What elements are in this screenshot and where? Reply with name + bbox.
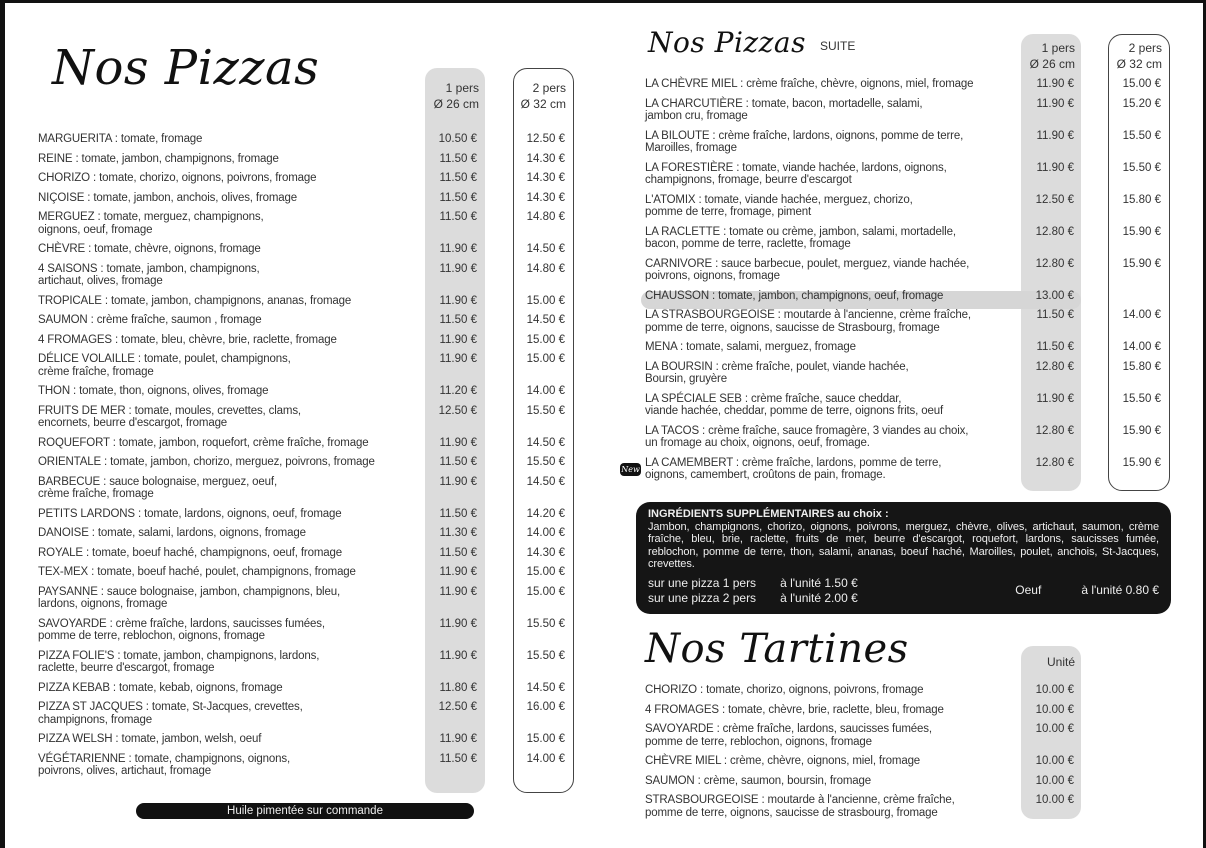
price-2: 15.50 €: [1122, 129, 1161, 142]
menu-item: [38, 153, 578, 173]
tartines-list: [645, 684, 1085, 826]
price-1: 12.50 €: [438, 701, 477, 713]
price-2: 14.30 €: [526, 546, 565, 559]
menu-item: [38, 334, 578, 354]
col-header-2pers: 2 pers Ø 32 cm: [520, 81, 566, 111]
price-1: 11.50 €: [439, 752, 477, 765]
price-2: 14.50 €: [526, 681, 565, 694]
supplements-title: INGRÉDIENTS SUPPLÉMENTAIRES au choix :: [648, 508, 889, 520]
item-description: LA STRASBOURGEOISE : moutarde à l'ancienne, crème fraîche, pomme de terre, oignons, saucisse de Strasbourg, fromage: [645, 309, 971, 334]
item-description: FRUITS DE MER : tomate, moules, crevettes, clams, encornets, beurre d'escargot, fromage: [38, 404, 301, 429]
price-1: 12.50 €: [1035, 193, 1074, 206]
price-1: 12.80 €: [1035, 360, 1074, 373]
price-1: 11.50 €: [439, 211, 477, 223]
item-description: LA CAMEMBERT : crème fraîche, lardons, pomme de terre, oignons, camembert, croûtons de pain, fromage.: [645, 456, 942, 481]
item-description: DÉLICE VOLAILLE : tomate, poulet, champignons, crème fraîche, fromage: [38, 353, 291, 378]
menu-item: [38, 211, 578, 243]
price-2: 14.00 €: [1122, 309, 1161, 321]
price-1: 11.90 €: [439, 733, 477, 745]
price-1: 11.90 €: [439, 585, 477, 598]
price-2: 15.00 €: [526, 733, 565, 745]
item-description: TEX-MEX : tomate, boeuf haché, poulet, champignons, fromage: [38, 566, 356, 578]
supplements-list: Jambon, champignons, chorizo, oignons, poivrons, merguez, chèvre, olives, artichaut, saumon, crème fraîche, bleu, brie, raclette, fruits de mer, beurre d'escargot, roquefort, lardons, saucisses fumée, reblochon, pomme de terre, thon, salami, ananas, boeuf haché, Maroilles, poulet, anchois, St-Jacques, crevettes.: [648, 520, 1159, 570]
menu-item: [38, 733, 578, 753]
price-1: 11.50 €: [439, 191, 477, 204]
price-1: 13.00 €: [1035, 289, 1074, 302]
item-description: NIÇOISE : tomate, jambon, anchois, olives, fromage: [38, 191, 298, 204]
item-description: PETITS LARDONS : tomate, lardons, oignons, oeuf, fromage: [38, 507, 342, 520]
price-1: 11.50 €: [439, 314, 477, 326]
item-description: ORIENTALE : tomate, jambon, chorizo, merguez, poivrons, fromage: [38, 456, 375, 468]
item-description: CHORIZO : tomate, chorizo, oignons, poivrons, fromage: [645, 684, 924, 696]
price-2: 15.90 €: [1122, 257, 1161, 270]
menu-item: [645, 258, 1170, 290]
menu-item: [645, 684, 1085, 704]
price-1: 11.90 €: [439, 566, 477, 578]
menu-item: [38, 508, 578, 528]
price-1: 10.00 €: [1035, 723, 1074, 735]
price-1: 10.00 €: [1035, 703, 1074, 716]
menu-item: [38, 547, 578, 567]
price-1: 11.50 €: [1036, 309, 1074, 321]
egg-label: Oeuf: [1015, 583, 1042, 597]
price-2: 15.50 €: [526, 404, 565, 417]
item-description: REINE : tomate, jambon, champignons, fromage: [38, 152, 279, 165]
price-2: 15.90 €: [1122, 456, 1161, 469]
price-1: 11.50 €: [439, 507, 477, 520]
menu-item: [38, 618, 578, 650]
pizzas-suite-header: [648, 26, 855, 59]
price-1: 10.00 €: [1035, 794, 1074, 806]
item-description: TROPICALE : tomate, jambon, champignons, ananas, fromage: [38, 294, 352, 307]
menu-item: [38, 682, 578, 702]
menu-item: [645, 704, 1085, 724]
price-1: 11.30 €: [439, 527, 477, 539]
item-description: LA CHÈVRE MIEL : crème fraîche, chèvre, oignons, miel, fromage: [645, 78, 974, 90]
price-1: 11.90 €: [439, 617, 477, 630]
item-description: MARGUERITA : tomate, fromage: [38, 133, 203, 145]
item-description: L'ATOMIX : tomate, viande hachée, merguez, chorizo, pomme de terre, fromage, piment: [645, 193, 913, 218]
menu-item: [645, 723, 1085, 755]
menu-item: [645, 98, 1170, 130]
price-2: 15.50 €: [1122, 392, 1161, 405]
price-2: 15.00 €: [526, 566, 565, 578]
price-2: 14.00 €: [526, 752, 565, 765]
menu-item: [645, 226, 1170, 258]
price-2: 14.50 €: [526, 314, 565, 326]
item-description: LA FORESTIÈRE : tomate, viande hachée, lardons, oignons, champignons, fromage, beurre d'escargot: [645, 161, 947, 186]
supp-1pers-label: sur une pizza 1 pers: [648, 575, 757, 590]
menu-item: [38, 566, 578, 586]
supp-2pers-label: sur une pizza 2 pers: [648, 590, 757, 605]
item-description: PIZZA WELSH : tomate, jambon, welsh, oeuf: [38, 733, 262, 745]
price-1: 11.50 €: [439, 456, 477, 468]
item-description: SAUMON : crème, saumon, boursin, fromage: [645, 774, 871, 787]
price-1: 11.90 €: [439, 649, 477, 662]
price-2: 15.90 €: [1122, 225, 1161, 238]
price-1: 11.90 €: [439, 333, 477, 346]
item-description: LA BOURSIN : crème fraîche, poulet, viande hachée, Boursin, gruyère: [645, 360, 909, 385]
price-2: 14.50 €: [526, 243, 565, 255]
col-header-2pers: 2 pers Ø 32 cm: [1116, 41, 1162, 71]
pizzas-title: Nos Pizzas: [52, 40, 320, 96]
price-1: 11.90 €: [439, 262, 477, 275]
item-description: LA TACOS : crème fraîche, sauce fromagère, 3 viandes au choix, un fromage au choix, oignons, oeuf, fromage.: [645, 424, 969, 449]
menu-item: [38, 172, 578, 192]
price-2: 15.00 €: [526, 333, 565, 346]
menu-item: [38, 456, 578, 476]
price-2: 14.50 €: [526, 475, 565, 488]
item-description: LA RACLETTE : tomate ou crème, jambon, salami, mortadelle, bacon, pomme de terre, raclette, fromage: [645, 225, 956, 250]
item-description: PIZZA KEBAB : tomate, kebab, oignons, fromage: [38, 681, 283, 694]
price-2: 15.00 €: [526, 353, 565, 365]
menu-item: [645, 162, 1170, 194]
price-2: 15.80 €: [1122, 193, 1161, 206]
footer-note: Huile pimentée sur commande: [136, 803, 474, 819]
price-1: 12.80 €: [1035, 456, 1074, 469]
item-description: SAVOYARDE : crème fraîche, lardons, saucisses fumées, pomme de terre, reblochon, oignons, fromage: [645, 723, 932, 748]
menu-item: [645, 130, 1170, 162]
col-header-unite: Unité: [1046, 655, 1075, 669]
item-description: DANOISE : tomate, salami, lardons, oignons, fromage: [38, 527, 306, 539]
price-2: 14.30 €: [526, 172, 565, 184]
item-description: LA BILOUTE : crème fraîche, lardons, oignons, pomme de terre, Maroilles, fromage: [645, 129, 964, 154]
price-1: 11.80 €: [439, 681, 477, 694]
menu-item: [38, 133, 578, 153]
supp-1pers-price: à l'unité 1.50 €: [780, 575, 858, 590]
item-description: BARBECUE : sauce bolognaise, merguez, oeuf, crème fraîche, fromage: [38, 475, 278, 500]
menu-item: [38, 314, 578, 334]
tartines-title: Nos Tartines: [645, 626, 909, 672]
price-1: 11.90 €: [439, 436, 477, 449]
price-2: 14.30 €: [526, 191, 565, 204]
item-description: THON : tomate, thon, oignons, olives, fromage: [38, 385, 269, 397]
price-1: 12.80 €: [1035, 225, 1074, 238]
price-1: 11.90 €: [439, 475, 477, 488]
menu-item: [645, 425, 1170, 457]
price-1: 11.90 €: [1036, 129, 1074, 142]
item-description: CARNIVORE : sauce barbecue, poulet, merguez, viande hachée, poivrons, oignons, fromage: [645, 257, 970, 282]
item-description: ROQUEFORT : tomate, jambon, roquefort, crème fraîche, fromage: [38, 436, 369, 449]
price-2: 15.50 €: [526, 617, 565, 630]
item-description: PIZZA FOLIE'S : tomate, jambon, champignons, lardons, raclette, beurre d'escargot, fromage: [38, 649, 320, 674]
menu-item: [38, 405, 578, 437]
price-1: 11.90 €: [1036, 97, 1074, 110]
price-2: 16.00 €: [526, 701, 565, 713]
price-2: 15.50 €: [526, 649, 565, 662]
menu-item: [38, 476, 578, 508]
pizzas-suite-title: Nos Pizzas: [648, 26, 806, 59]
price-1: 11.90 €: [439, 243, 477, 255]
price-1: 10.00 €: [1035, 684, 1074, 696]
menu-item: [38, 243, 578, 263]
item-description: SAUMON : crème fraîche, saumon , fromage: [38, 314, 262, 326]
price-2: 14.00 €: [526, 385, 565, 397]
price-1: 11.90 €: [439, 353, 477, 365]
pizza-list: [38, 133, 578, 785]
supp-2pers-price: à l'unité 2.00 €: [780, 590, 858, 605]
price-1: 10.00 €: [1035, 774, 1074, 787]
item-description: LA CHARCUTIÈRE : tomate, bacon, mortadelle, salami, jambon cru, fromage: [645, 97, 923, 122]
price-2: 12.50 €: [526, 133, 565, 145]
menu-item: [645, 78, 1170, 98]
menu-item: [38, 385, 578, 405]
menu-item: [38, 527, 578, 547]
item-description: CHORIZO : tomate, chorizo, oignons, poivrons, fromage: [38, 172, 317, 184]
menu-item: [645, 341, 1170, 361]
supplements-box: [636, 502, 1171, 614]
menu-item: [38, 437, 578, 457]
item-description: PAYSANNE : sauce bolognaise, jambon, champignons, bleu, lardons, oignons, fromage: [38, 585, 341, 610]
menu-item: [645, 290, 1170, 310]
item-description: MERGUEZ : tomate, merguez, champignons, oignons, oeuf, fromage: [38, 211, 264, 236]
price-1: 10.00 €: [1035, 755, 1074, 767]
menu-item: [38, 353, 578, 385]
price-2: 14.50 €: [526, 436, 565, 449]
item-description: CHÈVRE MIEL : crème, chèvre, oignons, miel, fromage: [645, 755, 921, 767]
price-1: 11.50 €: [439, 172, 477, 184]
price-2: 14.30 €: [526, 152, 565, 165]
item-description: CHAUSSON : tomate, jambon, champignons, oeuf, fromage: [645, 289, 944, 302]
menu-item: [645, 755, 1085, 775]
menu-item: [645, 309, 1170, 341]
menu-item: [38, 753, 578, 785]
price-1: 11.50 €: [439, 546, 477, 559]
price-2: 15.50 €: [526, 456, 565, 468]
menu-item: [38, 295, 578, 315]
item-description: 4 FROMAGES : tomate, bleu, chèvre, brie, raclette, fromage: [38, 333, 337, 346]
price-2: 14.80 €: [526, 262, 565, 275]
price-2: 14.80 €: [526, 211, 565, 223]
col-header-1pers: 1 pers Ø 26 cm: [433, 81, 479, 111]
price-2: 14.00 €: [1122, 341, 1161, 353]
menu-item: [38, 263, 578, 295]
item-description: VÉGÉTARIENNE : tomate, champignons, oignons, poivrons, olives, artichaut, fromage: [38, 752, 291, 777]
egg-price: à l'unité 0.80 €: [1081, 583, 1159, 597]
pizza-suite-list: [645, 78, 1170, 489]
item-description: STRASBOURGEOISE : moutarde à l'ancienne, crème fraîche, pomme de terre, oignons, saucisse de strasbourg, fromage: [645, 794, 955, 819]
price-2: 15.00 €: [526, 585, 565, 598]
price-2: 15.20 €: [1122, 97, 1161, 110]
price-1: 12.80 €: [1035, 257, 1074, 270]
price-2: 15.00 €: [1122, 78, 1161, 90]
price-1: 10.50 €: [438, 133, 477, 145]
price-1: 11.90 €: [1036, 392, 1074, 405]
price-2: 14.00 €: [526, 527, 565, 539]
item-description: MENA : tomate, salami, merguez, fromage: [645, 341, 856, 353]
price-1: 12.50 €: [438, 404, 477, 417]
menu-item: [38, 586, 578, 618]
menu-item: [645, 361, 1170, 393]
suite-label: SUITE: [820, 39, 856, 53]
menu-item: [38, 192, 578, 212]
price-1: 11.90 €: [1036, 161, 1074, 174]
price-1: 11.50 €: [439, 152, 477, 165]
menu-item: [645, 794, 1085, 826]
menu-item: [38, 701, 578, 733]
price-2: 15.90 €: [1122, 424, 1161, 437]
price-1: 11.20 €: [439, 385, 477, 397]
price-1: 11.50 €: [1036, 341, 1074, 353]
price-1: 11.90 €: [1036, 78, 1074, 90]
new-badge: New: [621, 465, 640, 474]
supplements-prices: [648, 576, 1159, 606]
price-2: 15.80 €: [1122, 360, 1161, 373]
price-1: 12.80 €: [1035, 424, 1074, 437]
item-description: LA SPÉCIALE SEB : crème fraîche, sauce cheddar, viande hachée, cheddar, pomme de terre, oignons frits, oeuf: [645, 392, 944, 417]
item-description: 4 FROMAGES : tomate, chèvre, brie, raclette, bleu, fromage: [645, 703, 944, 716]
price-2: 14.20 €: [526, 507, 565, 520]
menu-item: [645, 194, 1170, 226]
col-header-1pers: 1 pers Ø 26 cm: [1029, 41, 1075, 71]
menu-item: [645, 393, 1170, 425]
item-description: 4 SAISONS : tomate, jambon, champignons, artichaut, olives, fromage: [38, 262, 260, 287]
menu-item: [645, 457, 1170, 489]
price-1: 11.90 €: [439, 294, 477, 307]
menu-item: [645, 775, 1085, 795]
menu-item: [38, 650, 578, 682]
price-2: 15.00 €: [526, 294, 565, 307]
item-description: ROYALE : tomate, boeuf haché, champignons, oeuf, fromage: [38, 546, 342, 559]
price-2: 15.50 €: [1122, 161, 1161, 174]
item-description: PIZZA ST JACQUES : tomate, St-Jacques, crevettes, champignons, fromage: [38, 701, 303, 726]
item-description: SAVOYARDE : crème fraîche, lardons, saucisses fumées, pomme de terre, reblochon, oignons, fromage: [38, 617, 325, 642]
item-description: CHÈVRE : tomate, chèvre, oignons, fromage: [38, 243, 261, 255]
